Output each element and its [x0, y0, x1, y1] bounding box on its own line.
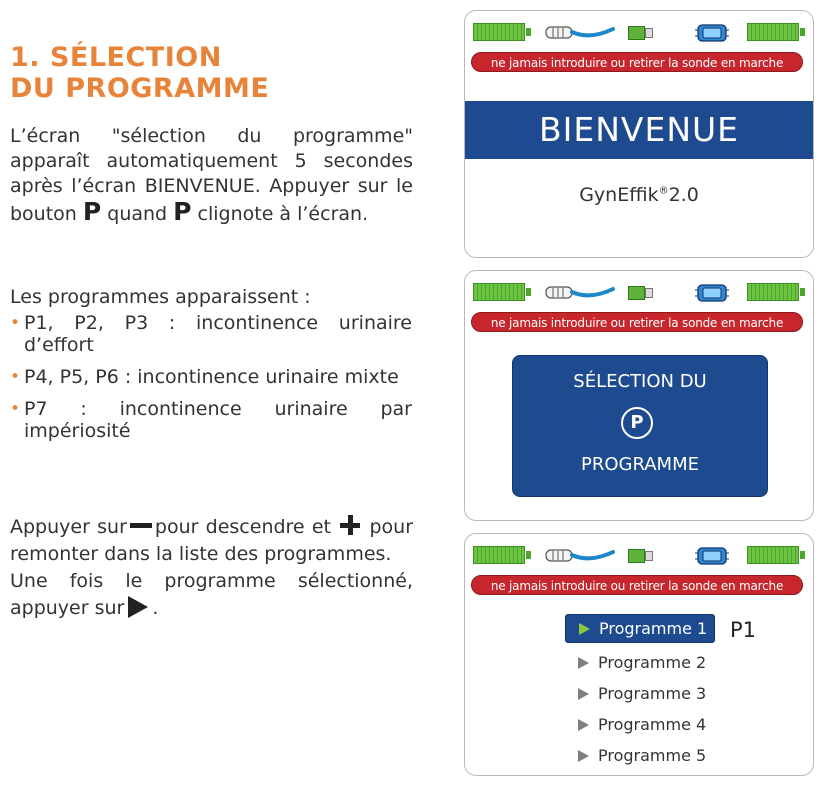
navigation-paragraph	[10, 514, 413, 622]
status-bar	[473, 21, 805, 45]
nav-text-1: Appuyer sur	[10, 516, 127, 538]
program-item-5[interactable]	[565, 740, 715, 771]
warning-banner: ne jamais introduire ou retirer la sonde en marche	[471, 52, 803, 72]
program-label: Programme 1	[599, 619, 708, 638]
program-selection-button[interactable]	[512, 355, 768, 497]
model-brand: GynEffik	[579, 184, 659, 206]
probe-icon	[545, 547, 615, 565]
section-title-line2: DU PROGRAMME	[10, 73, 270, 104]
battery-icon	[747, 546, 805, 566]
program-group-item: • P7 : incontinence urinaire par impériosité	[10, 398, 412, 442]
battery-icon	[473, 283, 531, 303]
device-icon	[695, 546, 729, 566]
plug-icon	[628, 549, 654, 563]
p-button-glyph: P	[82, 197, 102, 226]
nav-text-2: pour descendre et	[154, 516, 331, 538]
program-group-item: • P1, P2, P3 : incontinence urinaire d’effort	[10, 312, 412, 356]
selected-program-code: P1	[730, 618, 757, 642]
status-bar	[473, 544, 805, 568]
intro-text-1: L’écran "sélection du programme" apparaît automatiquement 5 secondes après l’écran BIENVENUE. Appuyer sur le bouton	[10, 125, 413, 225]
model-version: 2.0	[668, 184, 699, 206]
model-name	[465, 184, 813, 206]
play-marker-icon	[578, 719, 589, 731]
program-list	[565, 614, 805, 771]
registered-mark: ®	[658, 185, 669, 197]
programs-heading: Les programmes apparaissent :	[10, 286, 311, 308]
program-label: Programme 4	[598, 715, 707, 734]
warning-banner: ne jamais introduire ou retirer la sonde en marche	[471, 312, 803, 332]
battery-icon	[747, 283, 805, 303]
nav-text-4: Une fois le programme sélectionné, appuyer sur	[10, 570, 413, 619]
intro-paragraph	[10, 124, 413, 227]
section-title-line1: 1. SÉLECTION	[10, 42, 222, 73]
intro-text-3: clignote à l’écran.	[191, 203, 369, 225]
program-label: Programme 3	[598, 684, 707, 703]
selection-label-line2: PROGRAMME	[580, 454, 699, 475]
plug-icon	[628, 286, 654, 300]
plug-icon	[628, 26, 654, 40]
program-group-item: • P4, P5, P6 : incontinence urinaire mixte	[10, 366, 412, 388]
play-marker-icon	[578, 688, 589, 700]
play-marker-icon	[579, 623, 590, 635]
device-icon	[695, 23, 729, 43]
status-bar	[473, 281, 805, 305]
screen-program-list	[464, 533, 814, 776]
program-label: Programme 2	[598, 653, 707, 672]
p-blink-glyph: P	[173, 197, 192, 226]
play-icon	[128, 596, 148, 618]
intro-text-2: quand	[101, 203, 174, 225]
warning-banner: ne jamais introduire ou retirer la sonde en marche	[471, 575, 803, 595]
selection-label-line1: SÉLECTION DU	[573, 371, 707, 392]
probe-icon	[545, 284, 615, 302]
welcome-title: BIENVENUE	[465, 101, 813, 159]
plus-icon	[340, 515, 360, 535]
program-label: Programme 5	[598, 746, 707, 765]
program-item-1[interactable]	[565, 614, 757, 643]
nav-text-5: .	[152, 597, 159, 619]
play-marker-icon	[578, 657, 589, 669]
battery-icon	[473, 546, 531, 566]
section-title	[10, 42, 269, 104]
programs-list	[10, 312, 412, 452]
nav-text-3: pour remonter dans la liste des programmes.	[10, 516, 414, 565]
p-icon: P	[621, 407, 653, 439]
screen-welcome	[464, 10, 814, 258]
program-item-2[interactable]	[565, 647, 715, 678]
program-item-4[interactable]	[565, 709, 715, 740]
minus-icon	[130, 523, 152, 528]
probe-icon	[545, 24, 615, 42]
device-icon	[695, 283, 729, 303]
screen-program-selection	[464, 270, 814, 521]
battery-icon	[473, 23, 531, 43]
play-marker-icon	[578, 750, 589, 762]
battery-icon	[747, 23, 805, 43]
program-item-3[interactable]	[565, 678, 715, 709]
